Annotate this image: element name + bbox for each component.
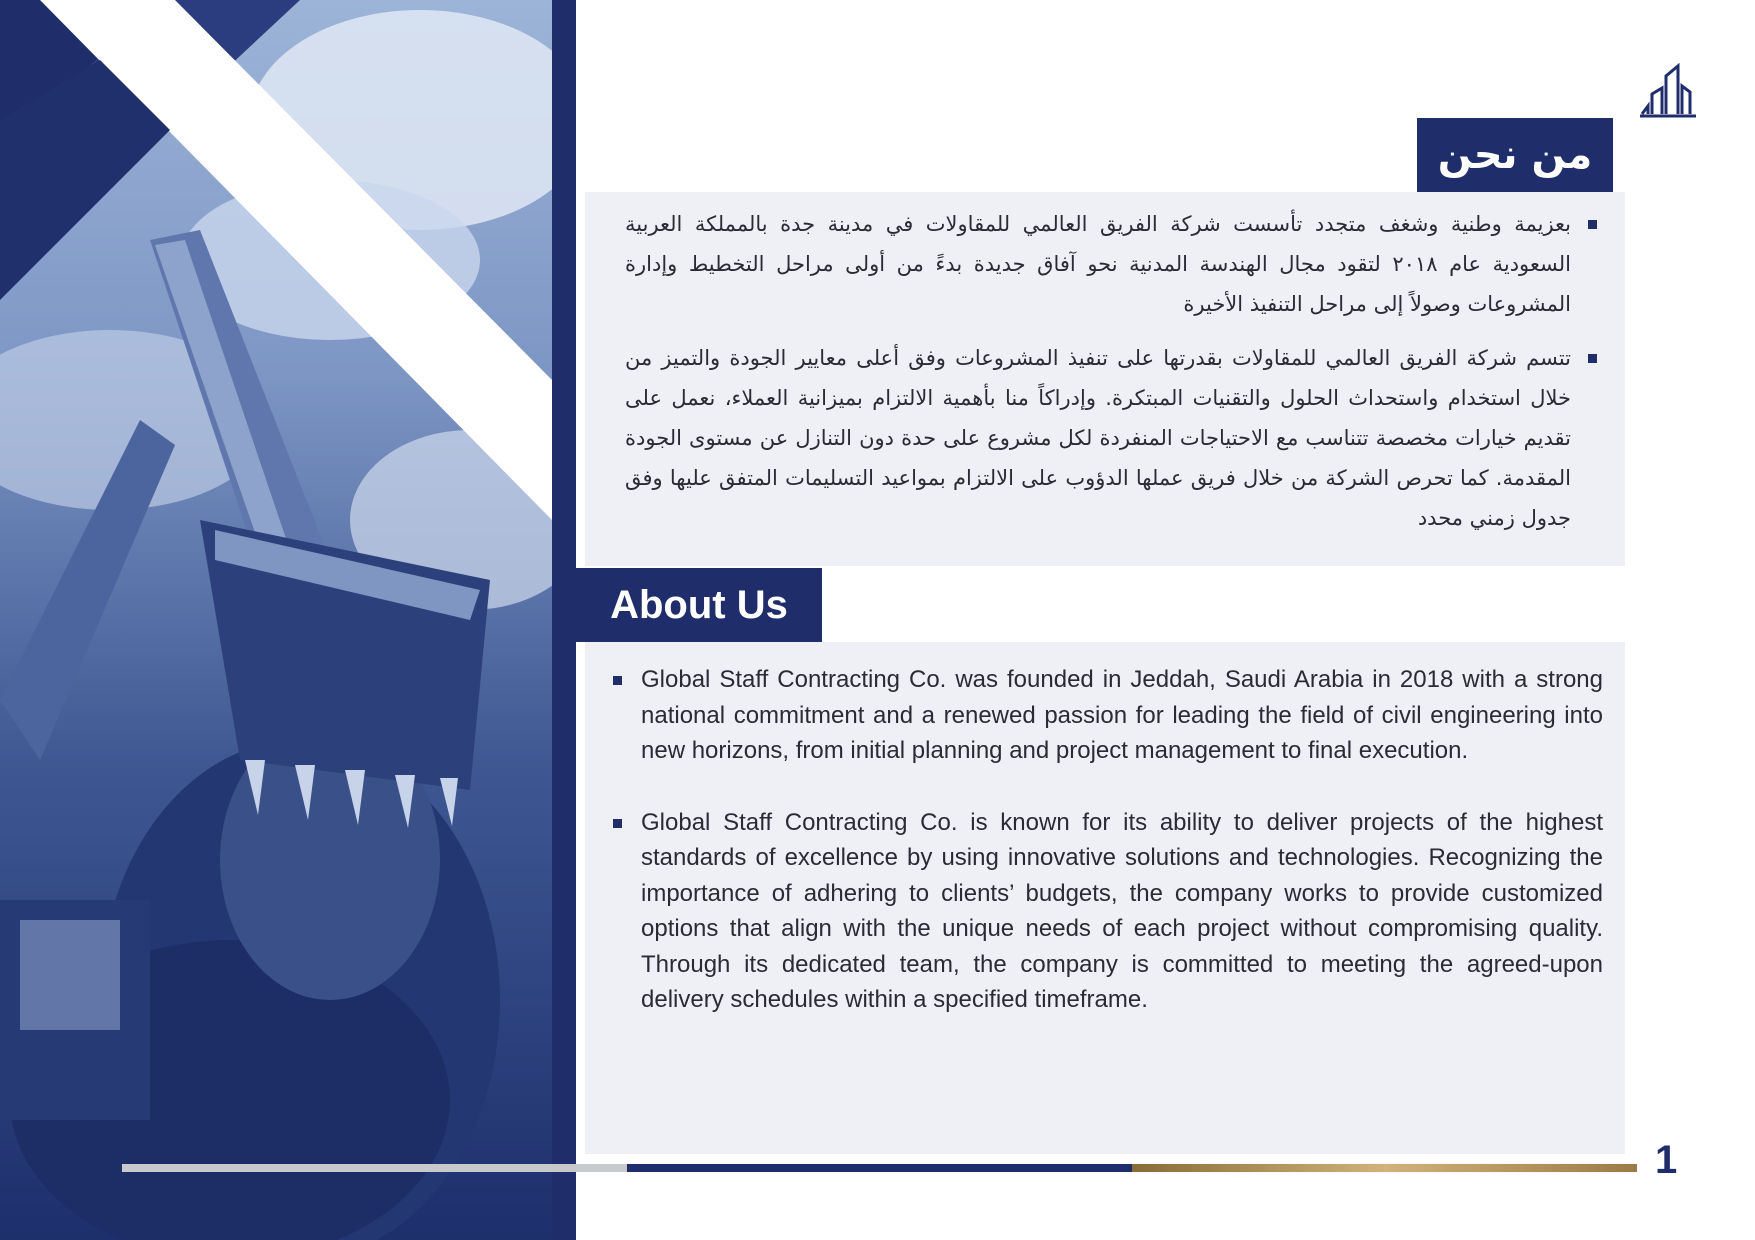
- footer-rule-gold: [1132, 1164, 1637, 1172]
- square-bullet-icon: [1588, 220, 1597, 229]
- english-paragraph-text: Global Staff Contracting Co. is known for its ability to deliver projects of the highest standards of excellence by using innovative solutions and technologies. Recognizing the importance of adhering to clients’ budgets, the company works to provide customized options that align with the unique needs of each project without compromising quality. Through its dedicated team, the company is committed to meeting the agreed-upon delivery schedules within a specified timeframe.: [641, 808, 1603, 1013]
- arabic-paragraph: [625, 338, 1597, 538]
- english-paragraph-text: Global Staff Contracting Co. was founded in Jeddah, Saudi Arabia in 2018 with a strong national commitment and a renewed passion for leading the field of civil engineering into new horizons, from initial planning and project management to final execution.: [641, 666, 1603, 764]
- arabic-section-title: من نحن: [1417, 118, 1613, 192]
- excavator-photo: [0, 0, 552, 1240]
- english-paragraph: [605, 662, 1603, 769]
- square-bullet-icon: [1588, 354, 1597, 363]
- english-text-panel: [585, 642, 1625, 1154]
- footer-rule-navy: [627, 1164, 1132, 1172]
- english-paragraph: [605, 805, 1603, 1018]
- arabic-paragraph-text: بعزيمة وطنية وشغف متجدد تأسست شركة الفريق العالمي للمقاولات في مدينة جدة بالمملكة العربية السعودية عام ٢٠١٨ لتقود مجال الهندسة المدنية نحو آفاق جديدة بدءً من أولى مراحل التخطيط وإدارة المشروعات وصولاً إلى مراحل التنفيذ الأخيرة: [625, 212, 1571, 316]
- vertical-divider-bar: [552, 0, 576, 1240]
- footer-rule: [122, 1164, 1637, 1172]
- square-bullet-icon: [613, 676, 622, 685]
- arabic-paragraph-text: تتسم شركة الفريق العالمي للمقاولات بقدرتها على تنفيذ المشروعات وفق أعلى معايير الجودة والتميز من خلال استخدام واستحداث الحلول والتقنيات المبتكرة. وإدراكاً منا بأهمية الالتزام بميزانية العملاء، نعمل على تقديم خيارات مخصصة تتناسب مع الاحتياجات المنفردة لكل مشروع على حدة دون التنازل عن مستوى الجودة المقدمة. كما تحرص الشركة من خلال فريق عملها الدؤوب على الالتزام بمواعيد التسليمات المتفق عليها وفق جدول زمني محدد: [625, 346, 1571, 530]
- arabic-paragraph: [625, 204, 1597, 324]
- footer-rule-grey: [122, 1164, 627, 1172]
- arabic-text-panel: [585, 192, 1625, 566]
- building-logo-icon: [1640, 56, 1696, 122]
- english-section-title: About Us: [576, 568, 822, 642]
- square-bullet-icon: [613, 819, 622, 828]
- page-number: 1: [1655, 1138, 1678, 1182]
